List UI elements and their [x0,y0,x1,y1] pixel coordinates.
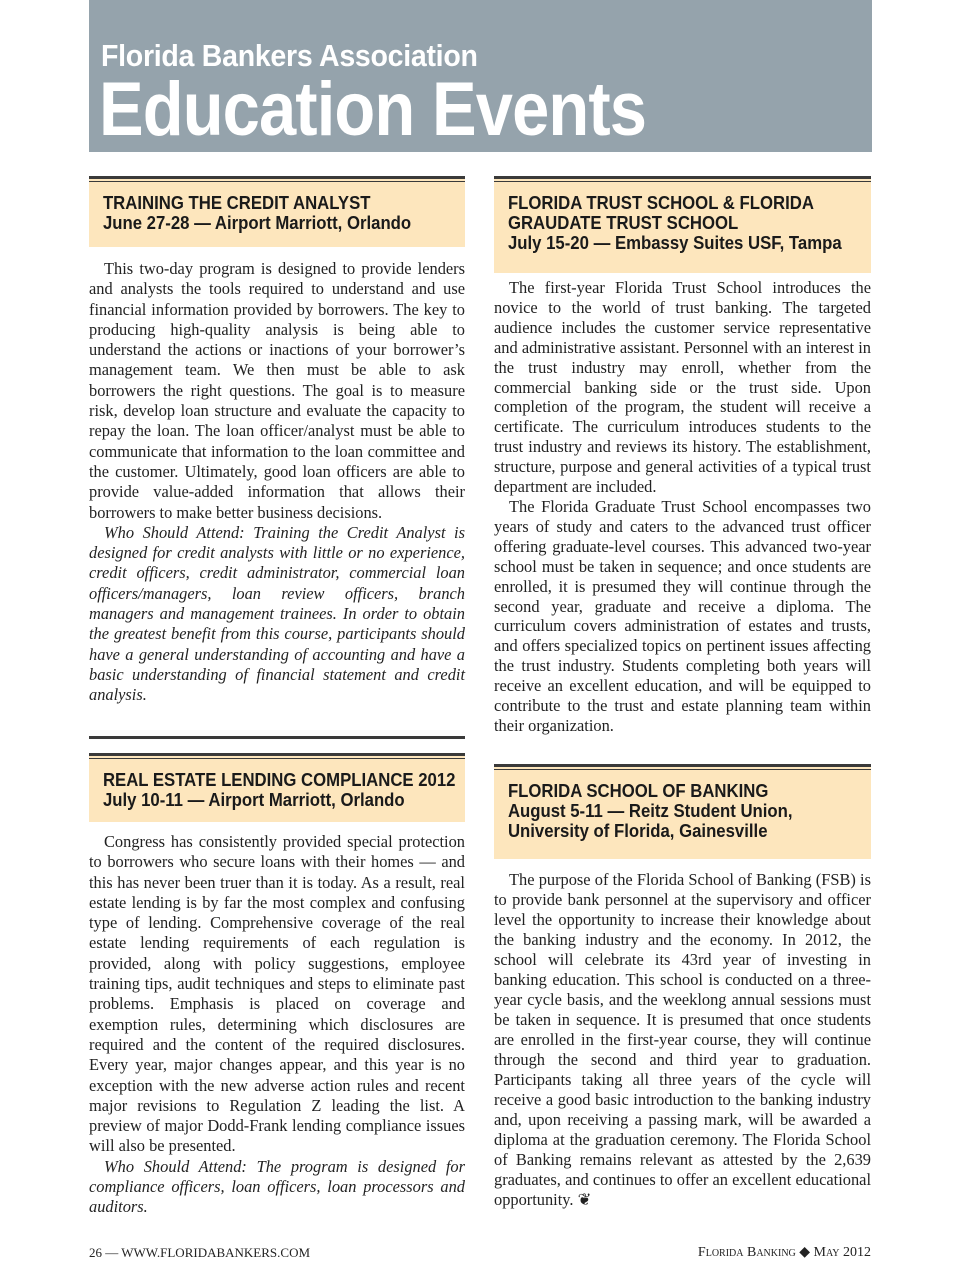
banking-section-title: FLORIDA SCHOOL OF BANKING [507,781,769,801]
header-subtitle: Florida Bankers Association [101,38,478,73]
credit-who-should-attend: Who Should Attend: Training the Credit Analyst is designed for credit analysts with little or no experience, credit officers, credit administrator, commercial loan officers/managers, loan review officers, branch managers and management trainees. In order to obtain the greatest benefit from this course, participants should have a general understanding of accounting and have a basic understanding of financial statement and credit analysis. [89,522,465,705]
realestate-section-body [89,832,465,1218]
end-mark-icon: ❦ [577,1190,592,1209]
trust-section-header [494,176,871,273]
trust-section-title-line2: GRAUDATE TRUST SCHOOL [507,213,739,233]
credit-bottom-rule [89,736,465,739]
realestate-who-should-attend: Who Should Attend: The program is designed for compliance officers, loan officers, loan processors and auditors. [89,1156,465,1217]
banking-description-text: The purpose of the Florida School of Banking (FSB) is to provide bank personnel at the supervisory and officer level the opportunity to increase their knowledge about the banking industry and the economy. In 2012, the school will celebrate its 43rd year of investing in banking education. This school is conducted on a three-year cycle basis, and the weeklong annual sessions must be taken in sequence. It is presumed that once students are enrolled in the first-year course, they will continue through the second and third year to graduation. Participants taking all three years of the cycle will receive a good basic introduction to the banking industry and, upon receiving a passing mark, will be awarded a diploma at the graduation ceremony. The Florida School of Banking remains relevant as attested by the 2,639 graduates, and continues to offer an excellent educational opportunity. [494,870,871,1209]
credit-section-body [89,259,465,706]
banking-section-header [494,764,871,859]
left-column [89,176,465,1236]
header-banner [89,0,872,152]
trust-section-date: July 15-20 — Embassy Suites USF, Tampa [507,233,842,253]
trust-section-body [494,278,871,736]
trust-description-1: The first-year Florida Trust School introduces the novice to the world of trust banking. The targeted audience includes the customer service representative and administrative assistant. Personnel with an interest in the trust industry may enroll, whether from the commercial banking side or the trust side. Upon completion of the program, the student will receive a certificate. The curriculum introduces students to the trust industry and reviews its history. The establishment, structure, purpose and general activities of a typical trust department are included. [494,278,871,497]
realestate-section-header [89,753,465,822]
credit-section-date: June 27-28 — Airport Marriott, Orlando [102,213,412,233]
header-title: Education Events [99,67,647,152]
credit-section-title: TRAINING THE CREDIT ANALYST [102,193,371,213]
trust-section-title-line1: FLORIDA TRUST SCHOOL & FLORIDA [507,193,814,213]
banking-section-date-line1: August 5-11 — Reitz Student Union, [507,801,793,821]
realestate-section-title: REAL ESTATE LENDING COMPLIANCE 2012 [102,770,456,790]
banking-section-date-line2: University of Florida, Gainesville [507,821,768,841]
banking-section-body [494,870,871,1210]
right-column [494,176,871,1236]
credit-description: This two-day program is designed to provide lenders and analysts the tools required to understand and use financial information provided by borrowers. The key to producing high-quality analysis is being able to understand the actions or inactions of your borrower’s management team. We then must be able to ask borrowers the right questions. The goal is to measure risk, develop loan structure and evaluate the capacity to repay the loan. The loan officer/analyst must be able to communicate that information to the loan committee and the customer. Ultimately, good loan officers are able to provide value-added information that allows their borrowers to make better business decisions. [89,259,465,522]
banking-description [494,870,871,1210]
realestate-description: Congress has consistently provided special protection to borrowers who secure loans with their homes — and this has never been truer than it is today. As a result, real estate lending is by far the most complex and confusing type of lending. Comprehensive coverage of the real estate lending requirements of each regulation is provided, along with policy suggestions, employee training tips, audit techniques and steps to eliminate past problems. Emphasis is placed on coverage and exemption rules, determining which disclosures are required and the content of the required disclosures. Every year, major changes appear, and this year is no exception with the new adverse action rules and recent major revisions to Regulation Z leading the list. A preview of major Dodd-Frank lending compliance issues will also be presented. [89,832,465,1156]
credit-section-header [89,176,465,247]
footer-publication: Florida Banking ◆ May 2012 [697,1245,871,1260]
trust-description-2: The Florida Graduate Trust School encompasses two years of study and caters to the advanced trust officer offering graduate-level courses. This advanced two-year school must be taken in sequence; and once students are enrolled, it is presumed they will continue through the second year, graduate and receive a diploma. The curriculum covers administration of estates and trusts, and offers specialized topics on pertinent issues affecting the trust industry. Students completing both years will receive an excellent education, and will be equipped to contribute to the trust and estate planning team within their organization. [494,496,871,735]
footer-page-url: 26 — WWW.FLORIDABANKERS.COM [89,1245,311,1260]
realestate-section-date: July 10-11 — Airport Marriott, Orlando [102,790,405,810]
